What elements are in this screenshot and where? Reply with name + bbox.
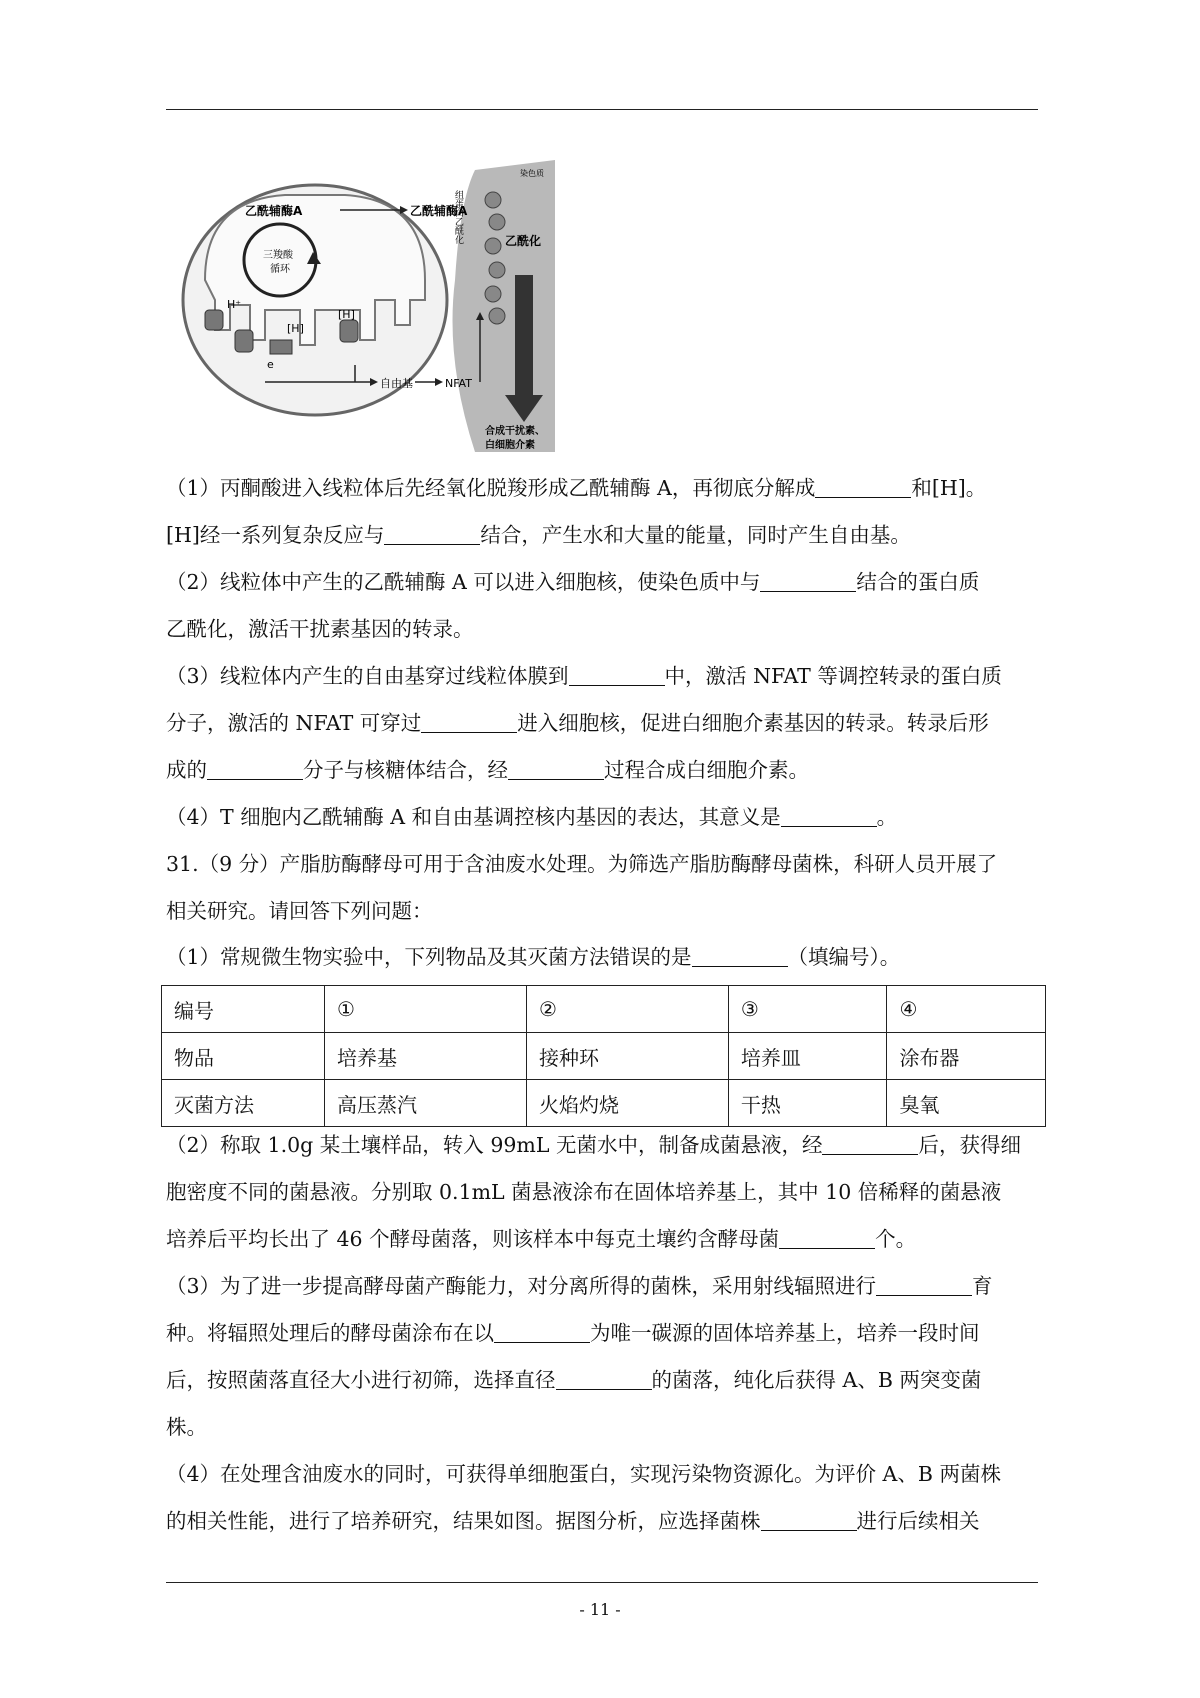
sterilization-table [161,985,1046,1127]
q31-2-line3: 培养后平均长出了 46 个酵母菌落，则该样本中每克土壤约含酵母菌 个。 [166,1227,917,1251]
q2-line2: 乙酰化，激活干扰素基因的转录。 [166,617,474,641]
transcription-bar [515,275,533,395]
label-side: 组蛋白乙酰化 [453,190,463,244]
label-h-bracket-1: [H] [287,322,304,335]
answer-blank[interactable] [569,663,665,686]
table-cell: 培养基 [325,1033,527,1080]
label-acetyl-coa-inner: 乙酰辅酶A [245,204,303,218]
header-rule [166,109,1038,110]
page-number: - 11 - [579,1600,621,1619]
answer-blank[interactable] [207,757,303,780]
table-cell: 物品 [162,1033,325,1080]
q2-line1: （2）线粒体中产生的乙酰辅酶 A 可以进入细胞核，使染色质中与 结合的蛋白质 [166,570,980,594]
q31-3-line3: 后，按照菌落直径大小进行初筛，选择直径 的菌落，纯化后获得 A、B 两突变菌 [166,1368,982,1392]
label-tca-1: 三羧酸 [263,250,293,261]
nucleus-region [453,160,556,452]
answer-blank[interactable] [815,475,911,498]
label-acetylation: 乙酰化 [505,234,542,248]
table-cell: ② [526,986,728,1033]
label-acetyl-coa-outer: 乙酰辅酶A [410,204,468,218]
label-product-1: 合成干扰素、 [485,426,545,437]
mitochondria-diagram [175,160,605,452]
q31-2-line1: （2）称取 1.0g 某土壤样品，转入 99mL 无菌水中，制备成菌悬液，经 后，获得细 [166,1133,1021,1157]
table-cell: 接种环 [526,1033,728,1080]
table-row [162,1033,1046,1080]
footer-rule [166,1582,1038,1583]
q31-4-line1: （4）在处理含油废水的同时，可获得单细胞蛋白，实现污染物资源化。为评价 A、B 两菌株 [166,1462,1001,1486]
q1-line1: （1）丙酮酸进入线粒体后先经氧化脱羧形成乙酰辅酶 A，再彻底分解成 和[H]。 [166,476,987,500]
table-cell: 高压蒸汽 [325,1080,527,1127]
q31-line2: 相关研究。请回答下列问题： [166,899,433,923]
label-e: e [267,358,274,371]
answer-blank[interactable] [692,944,788,967]
answer-blank[interactable] [781,804,877,827]
table-row [162,1080,1046,1127]
answer-blank[interactable] [421,710,517,733]
answer-blank[interactable] [508,757,604,780]
table-cell: ④ [887,986,1046,1033]
table-cell: 灭菌方法 [162,1080,325,1127]
table-cell: 干热 [728,1080,887,1127]
label-product-2: 白细胞介素 [485,440,535,451]
label-h-plus: H⁺ [227,298,242,311]
q3-line3: 成的 分子与核糖体结合，经 过程合成白细胞介素。 [166,758,809,782]
table-cell: 编号 [162,986,325,1033]
answer-blank[interactable] [384,522,480,545]
q31-1-line: （1）常规微生物实验中，下列物品及其灭菌方法错误的是 （填编号）。 [166,945,901,969]
label-tca-2: 循环 [270,264,290,275]
answer-blank[interactable] [760,569,856,592]
q1-line2: [H]经一系列复杂反应与 结合，产生水和大量的能量，同时产生自由基。 [166,523,911,547]
answer-blank[interactable] [779,1226,875,1249]
table-cell: 培养皿 [728,1033,887,1080]
q31-3-line2: 种。将辐照处理后的酵母菌涂布在以 为唯一碳源的固体培养基上，培养一段时间 [166,1321,980,1345]
q31-3-line4: 株。 [166,1415,207,1439]
q31-line1: 31.（9 分）产脂肪酶酵母可用于含油废水处理。为筛选产脂肪酶酵母菌株，科研人员开展了 [166,852,998,876]
q31-4-line2: 的相关性能，进行了培养研究，结果如图。据图分析，应选择菌株 进行后续相关 [166,1509,980,1533]
label-nfat: NFAT [445,377,472,390]
label-chromatin: 染色质 [520,169,544,178]
q3-line1: （3）线粒体内产生的自由基穿过线粒体膜到 中，激活 NFAT 等调控转录的蛋白质 [166,664,1002,688]
table-cell: 涂布器 [887,1033,1046,1080]
q31-3-line1: （3）为了进一步提高酵母菌产酶能力，对分离所得的菌株，采用射线辐照进行 育 [166,1274,993,1298]
label-h-bracket-2: [H] [338,308,355,321]
table-cell: 臭氧 [887,1080,1046,1127]
label-free-radical: 自由基 [380,377,413,390]
answer-blank[interactable] [761,1508,857,1531]
table-cell: ① [325,986,527,1033]
table-row [162,986,1046,1033]
answer-blank[interactable] [822,1132,918,1155]
q3-line2: 分子，激活的 NFAT 可穿过 进入细胞核，促进白细胞介素基因的转录。转录后形 [166,711,989,735]
q31-2-line2: 胞密度不同的菌悬液。分别取 0.1mL 菌悬液涂布在固体培养基上，其中 10 倍稀释的菌悬液 [166,1180,1002,1204]
answer-blank[interactable] [876,1273,972,1296]
table-cell: 火焰灼烧 [526,1080,728,1127]
table-cell: ③ [728,986,887,1033]
q4-line1: （4）T 细胞内乙酰辅酶 A 和自由基调控核内基因的表达，其意义是 。 [166,805,898,829]
answer-blank[interactable] [556,1367,652,1390]
answer-blank[interactable] [494,1320,590,1343]
